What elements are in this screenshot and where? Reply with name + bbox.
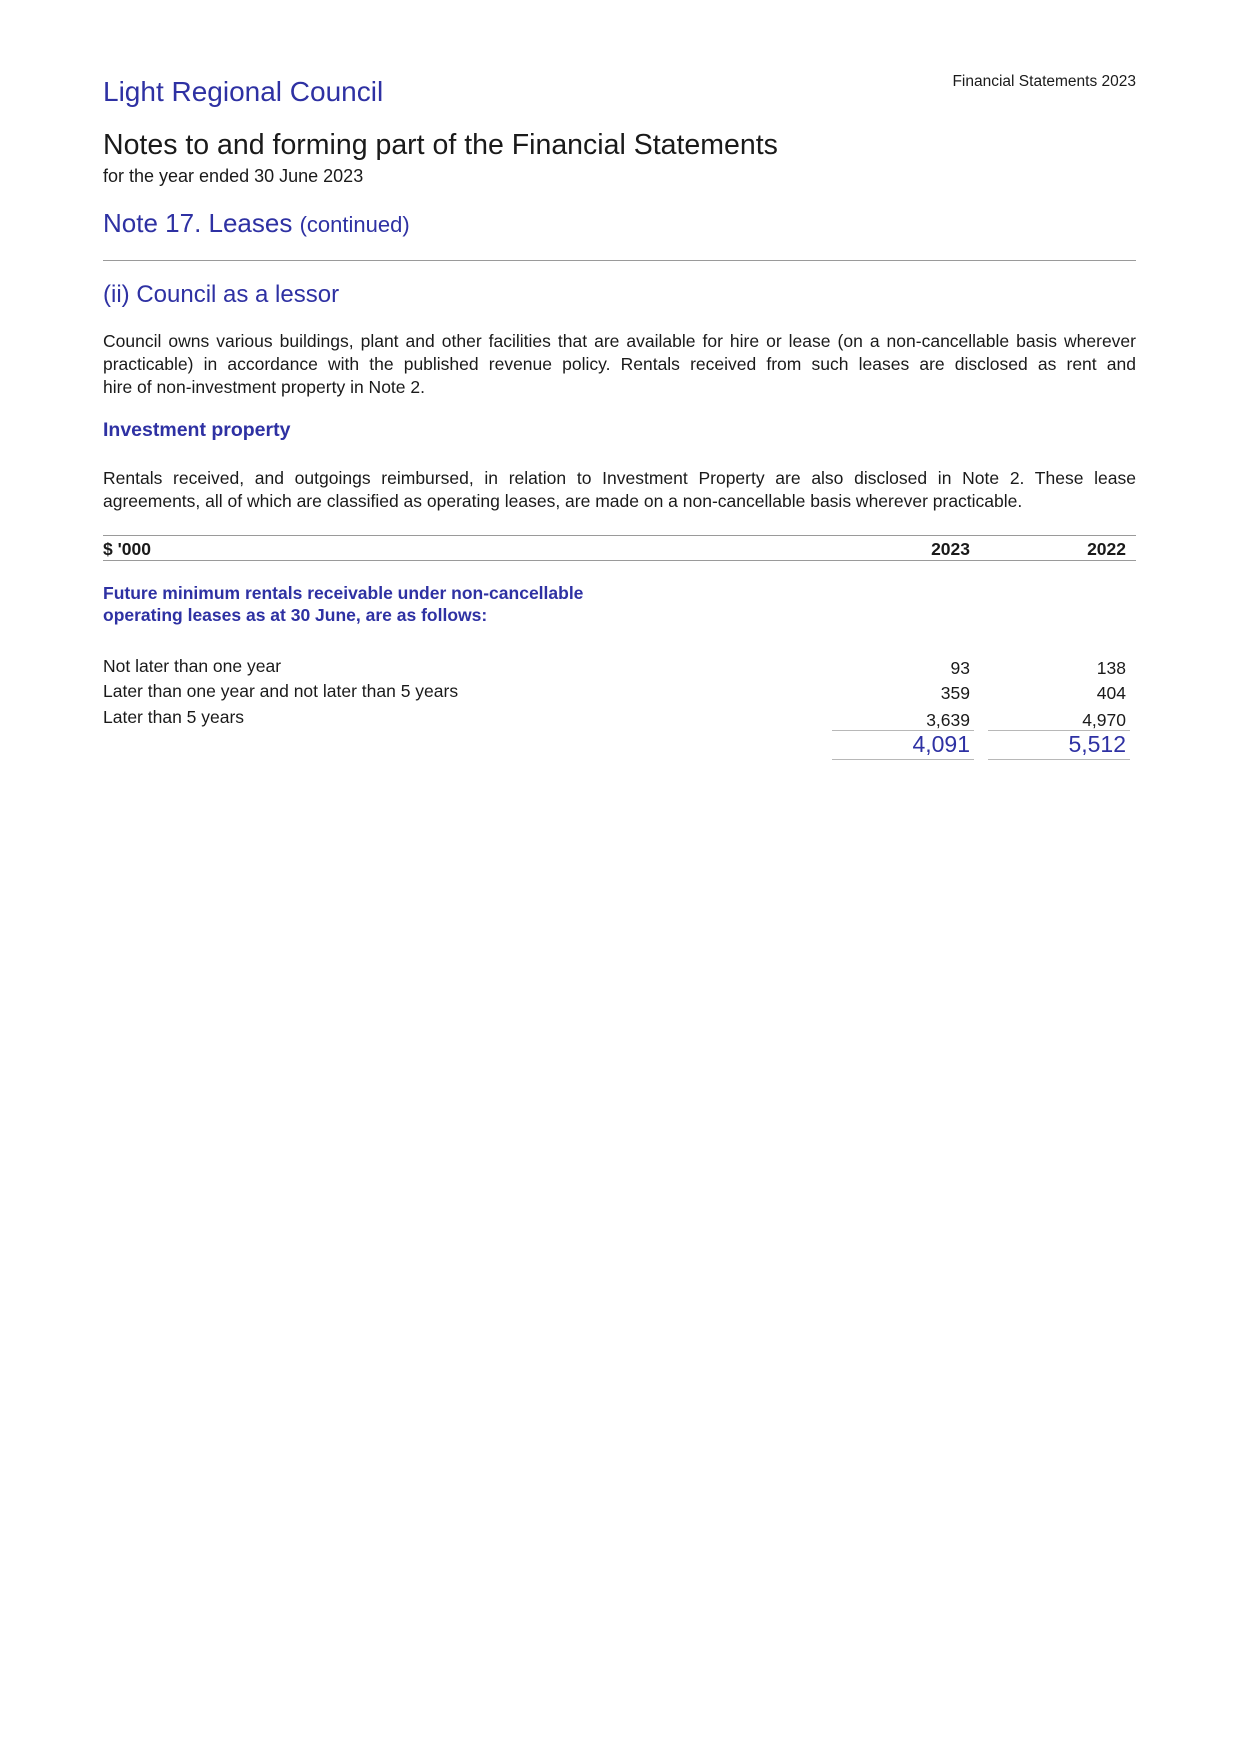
section-divider <box>103 260 1136 261</box>
column-header-2022: 2022 <box>1087 539 1126 559</box>
note-heading <box>103 208 410 239</box>
table-subheading-line: Future minimum rentals receivable under non-cancellable <box>103 583 584 603</box>
table-header-rule <box>103 560 1136 561</box>
table-subheading <box>103 582 663 626</box>
council-name: Light Regional Council <box>103 76 384 107</box>
table-subheading-line: operating leases as at 30 June, are as follows: <box>103 605 488 625</box>
paragraph-line: practicable) in accordance with the published revenue policy. Rentals received from such leases are disclosed as rent and <box>103 354 1136 374</box>
total-2023: 4,091 <box>912 731 970 757</box>
table-row-label: Later than one year and not later than 5 years <box>103 681 459 701</box>
section-title: (ii) Council as a lessor <box>103 281 340 308</box>
table-cell-2023: 93 <box>950 658 970 678</box>
column-header-2023: 2023 <box>931 539 970 559</box>
document-label: Financial Statements 2023 <box>952 73 1136 90</box>
table-cell-2022: 404 <box>1096 683 1126 703</box>
table-top-rule <box>103 535 1136 536</box>
investment-paragraph <box>103 467 1136 513</box>
paragraph-line: hire of non-investment property in Note 2. <box>103 377 425 397</box>
table-cell-2022: 4,970 <box>1082 710 1126 730</box>
table-row-label: Later than 5 years <box>103 707 245 727</box>
table-row-label: Not later than one year <box>103 656 282 676</box>
total-bottom-rule-2022 <box>988 759 1130 760</box>
total-2022: 5,512 <box>1068 731 1126 757</box>
page-title: Notes to and forming part of the Financial Statements <box>103 129 778 161</box>
table-cell-2023: 359 <box>940 683 970 703</box>
table-cell-2022: 138 <box>1096 658 1126 678</box>
paragraph-line: Rentals received, and outgoings reimbursed, in relation to Investment Property are also disclosed in Note 2. These lease <box>103 468 1136 488</box>
period-subtitle: for the year ended 30 June 2023 <box>103 166 364 186</box>
paragraph-line: Council owns various buildings, plant and other facilities that are available for hire or lease (on a non-cancellable basis wherever <box>103 331 1136 351</box>
note-heading-text: Note 17. Leases <box>103 208 293 238</box>
paragraph-line: agreements, all of which are classified as operating leases, are made on a non-cancellable basis wherever practicable. <box>103 491 1023 511</box>
total-bottom-rule-2023 <box>832 759 974 760</box>
table-unit-header: $ '000 <box>103 539 151 559</box>
investment-property-heading: Investment property <box>103 419 291 441</box>
note-continued: (continued) <box>299 212 410 237</box>
lessor-paragraph <box>103 330 1136 399</box>
table-cell-2023: 3,639 <box>926 710 970 730</box>
